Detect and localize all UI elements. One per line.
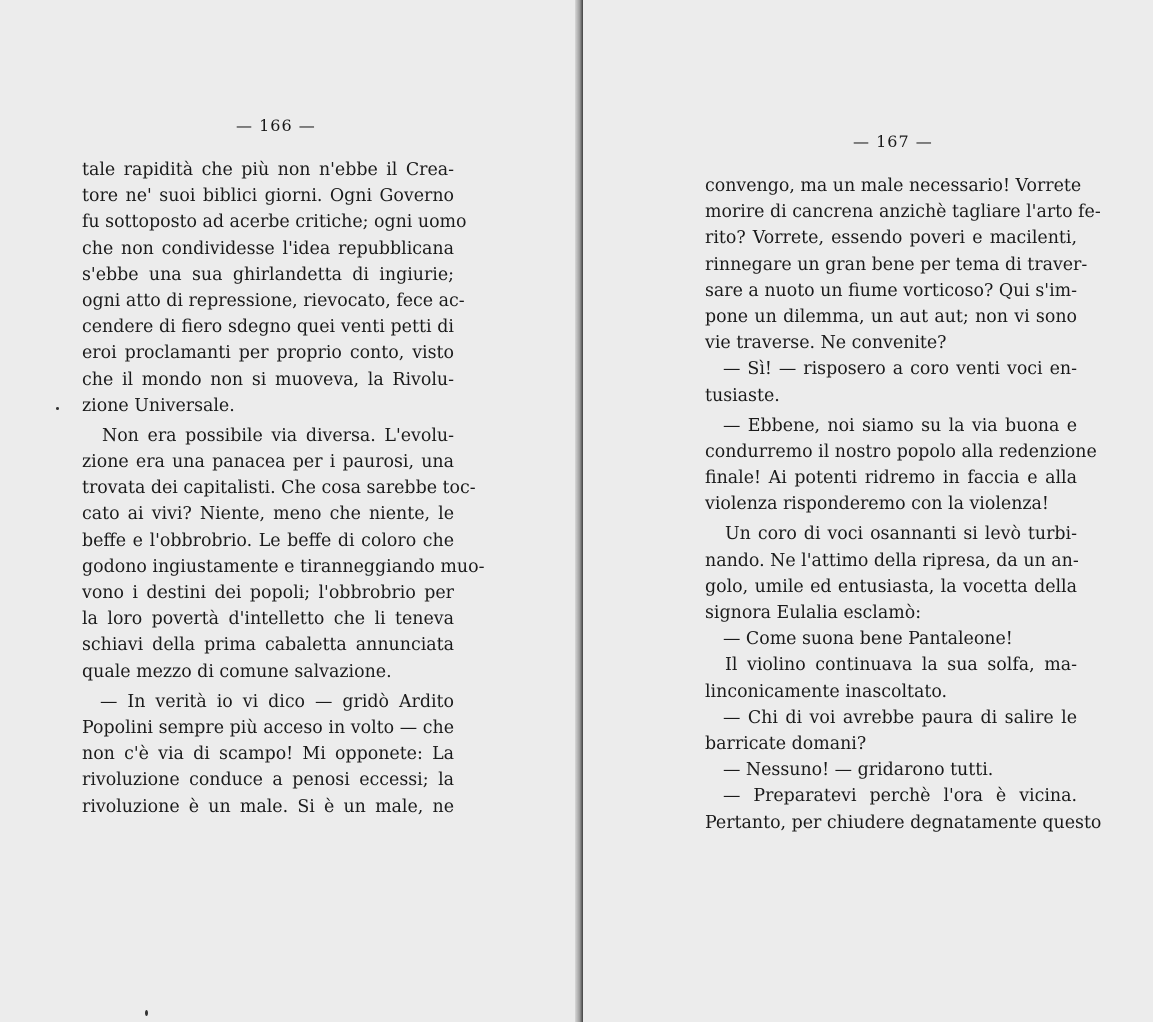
text-line: Un coro di voci osannanti si levò turbi- [725, 524, 1077, 545]
text-line: barricate domani? [705, 733, 867, 754]
text-line: — Nessuno! — gridarono tutti. [723, 760, 994, 781]
text-line: morire di cancrena anzichè tagliare l'arto fe- [705, 202, 1101, 223]
text-line: — Sì! — risposero a coro venti voci en- [723, 359, 1077, 380]
text-line: — Ebbene, noi siamo su la via buona e [723, 415, 1077, 436]
text-line: non c'è via di scampo! Mi opponete: La [82, 744, 454, 765]
text-line: — Chi di voi avrebbe paura di salire le [723, 707, 1077, 728]
text-line: zione Universale. [82, 395, 235, 416]
text-line: godono ingiustamente e tiranneggiando muo- [82, 556, 485, 577]
text-line: finale! Ai potenti ridremo in faccia e alla [705, 468, 1077, 489]
page-text [82, 157, 485, 820]
paper-speck [56, 407, 59, 410]
text-line: rito? Vorrete, essendo poveri e macilenti, [705, 228, 1077, 249]
page-number: — 167 — [853, 132, 933, 151]
text-line: convengo, ma un male necessario! Vorrete [705, 176, 1082, 196]
text-line: Popolini sempre più acceso in volto — che [82, 717, 454, 738]
text-line: vono i destini dei popoli; l'obbrobrio per [82, 583, 454, 603]
text-line: golo, umile ed entusiasta, la vocetta della [705, 576, 1077, 597]
text-line: signora Eulalia esclamò: [705, 603, 922, 623]
text-line: condurremo il nostro popolo alla redenzione [705, 441, 1097, 462]
paper-speck [145, 1010, 148, 1016]
text-line: eroi proclamanti per proprio conto, visto [82, 343, 454, 364]
text-line: tore ne' suoi biblici giorni. Ogni Governo [82, 186, 454, 207]
text-line: quale mezzo di comune salvazione. [82, 661, 392, 682]
text-line: sare a nuoto un fiume vorticoso? Qui s'im- [705, 280, 1078, 301]
text-line: Pertanto, per chiudere degnatamente questo [705, 812, 1102, 833]
text-line: che il mondo non si muoveva, la Rivolu- [82, 369, 454, 390]
text-line: ogni atto di repressione, rievocato, fece ac- [82, 290, 465, 311]
text-line: che non condividesse l'idea repubblicana [82, 238, 454, 259]
text-line: — Preparatevi perchè l'ora è vicina. [723, 786, 1077, 807]
text-line: tusiaste. [705, 385, 780, 406]
text-line: trovata dei capitalisti. Che cosa sarebbe toc- [82, 478, 476, 499]
text-line: cato ai vivi? Niente, meno che niente, le [82, 504, 454, 525]
text-line: schiavi della prima cabaletta annunciata [82, 635, 454, 656]
text-line: la loro povertà d'intelletto che li teneva [82, 609, 454, 630]
text-line: fu sottoposto ad acerbe critiche; ogni uomo [82, 212, 467, 233]
text-line: nando. Ne l'attimo della ripresa, da un an- [705, 550, 1079, 571]
text-line: tale rapidità che più non n'ebbe il Crea- [82, 160, 454, 180]
text-line: rivoluzione è un male. Si è un male, ne [82, 796, 454, 817]
text-line: vie traverse. Ne convenite? [705, 333, 947, 354]
text-line: — Come suona bene Pantaleone! [723, 629, 1013, 650]
page-text [705, 173, 1102, 836]
text-line: Non era possibile via diversa. L'evolu- [102, 425, 454, 446]
text-line: Il violino continuava la sua solfa, ma- [725, 655, 1077, 676]
text-line: pone un dilemma, un aut aut; non vi sono [705, 306, 1077, 327]
text-line: linconicamente inascoltato. [705, 681, 948, 702]
text-line: violenza risponderemo con la violenza! [705, 494, 1049, 515]
text-line: zione era una panacea per i paurosi, una [82, 452, 454, 473]
text-line: rivoluzione conduce a penosi eccessi; la [82, 770, 454, 791]
text-line: rinnegare un gran bene per tema di traver- [705, 254, 1088, 275]
text-line: s'ebbe una sua ghirlandetta di ingiurie; [82, 264, 454, 285]
text-line: beffe e l'obbrobrio. Le beffe di coloro che [82, 530, 454, 551]
text-line: cendere di fiero sdegno quei venti petti di [82, 317, 454, 338]
text-line: — In verità io vi dico — gridò Ardito [100, 691, 454, 712]
page-number: — 166 — [236, 116, 316, 135]
